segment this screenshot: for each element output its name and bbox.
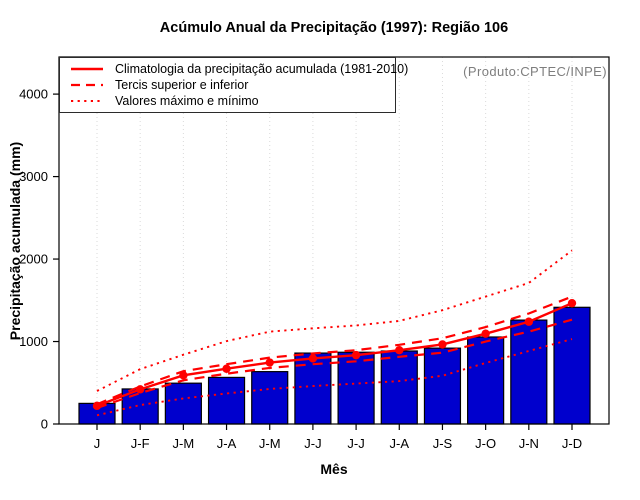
produto-watermark: (Produto:CPTEC/INPE)	[463, 64, 607, 79]
x-tick-label: J-F	[130, 436, 150, 451]
x-tick-label: J-M	[258, 436, 281, 451]
dotted-line-icon	[70, 98, 104, 104]
legend-item-max-min	[70, 94, 395, 109]
y-tick-label: 4000	[19, 86, 48, 102]
bar-J-M	[165, 383, 201, 424]
bar-J-M	[252, 372, 288, 424]
y-tick-label: 1000	[19, 334, 48, 350]
legend-label-climatologia: Climatologia da precipitação acumulada (1981-2010)	[115, 62, 409, 76]
climatology-point	[438, 340, 446, 348]
bar-J-J	[338, 352, 374, 424]
bar-J-O	[468, 337, 504, 424]
climatology-point	[179, 371, 187, 379]
y-tick-label: 3000	[19, 169, 48, 185]
legend-item-tercis	[70, 78, 395, 93]
climatology-point	[352, 351, 360, 359]
y-axis-title: Precipitação acumulada (mm)	[7, 141, 23, 341]
x-tick-label: J-J	[347, 436, 365, 451]
climatology-point	[309, 354, 317, 362]
x-tick-label: J-D	[561, 436, 583, 451]
legend-item-climatologia	[70, 62, 409, 77]
x-tick-label: J-O	[475, 436, 497, 451]
climatology-point	[222, 365, 230, 373]
legend-label-max-min: Valores máximo e mínimo	[115, 94, 259, 108]
climatology-point	[525, 318, 533, 326]
climatology-point	[568, 299, 576, 307]
x-tick-label: J-S	[432, 436, 453, 451]
dashed-line-icon	[70, 82, 104, 88]
climatology-point	[93, 402, 101, 410]
x-axis-title: Mês	[320, 461, 348, 477]
solid-line-icon	[70, 66, 104, 72]
bar-J-N	[511, 320, 547, 424]
y-tick-label: 0	[40, 416, 48, 432]
bar-J-S	[424, 348, 460, 424]
chart-title: Acúmulo Anual da Precipitação (1997): Região 106	[159, 20, 509, 36]
x-tick-label: J	[93, 436, 101, 451]
climatology-point	[481, 329, 489, 337]
climatology-point	[136, 385, 144, 393]
climatology-point	[395, 346, 403, 354]
x-tick-label: J-A	[389, 436, 410, 451]
bar-J-D	[554, 307, 590, 424]
bar-J-A	[381, 351, 417, 424]
x-tick-label: J-N	[518, 436, 539, 451]
x-tick-label: J-J	[304, 436, 322, 451]
x-tick-label: J-A	[216, 436, 237, 451]
x-tick-label: J-M	[172, 436, 195, 451]
legend-label-tercis: Tercis superior e inferior	[115, 78, 249, 92]
y-tick-label: 2000	[19, 251, 48, 267]
climatology-point	[266, 358, 274, 366]
legend-box	[59, 57, 409, 113]
bar-J-A	[209, 377, 245, 424]
